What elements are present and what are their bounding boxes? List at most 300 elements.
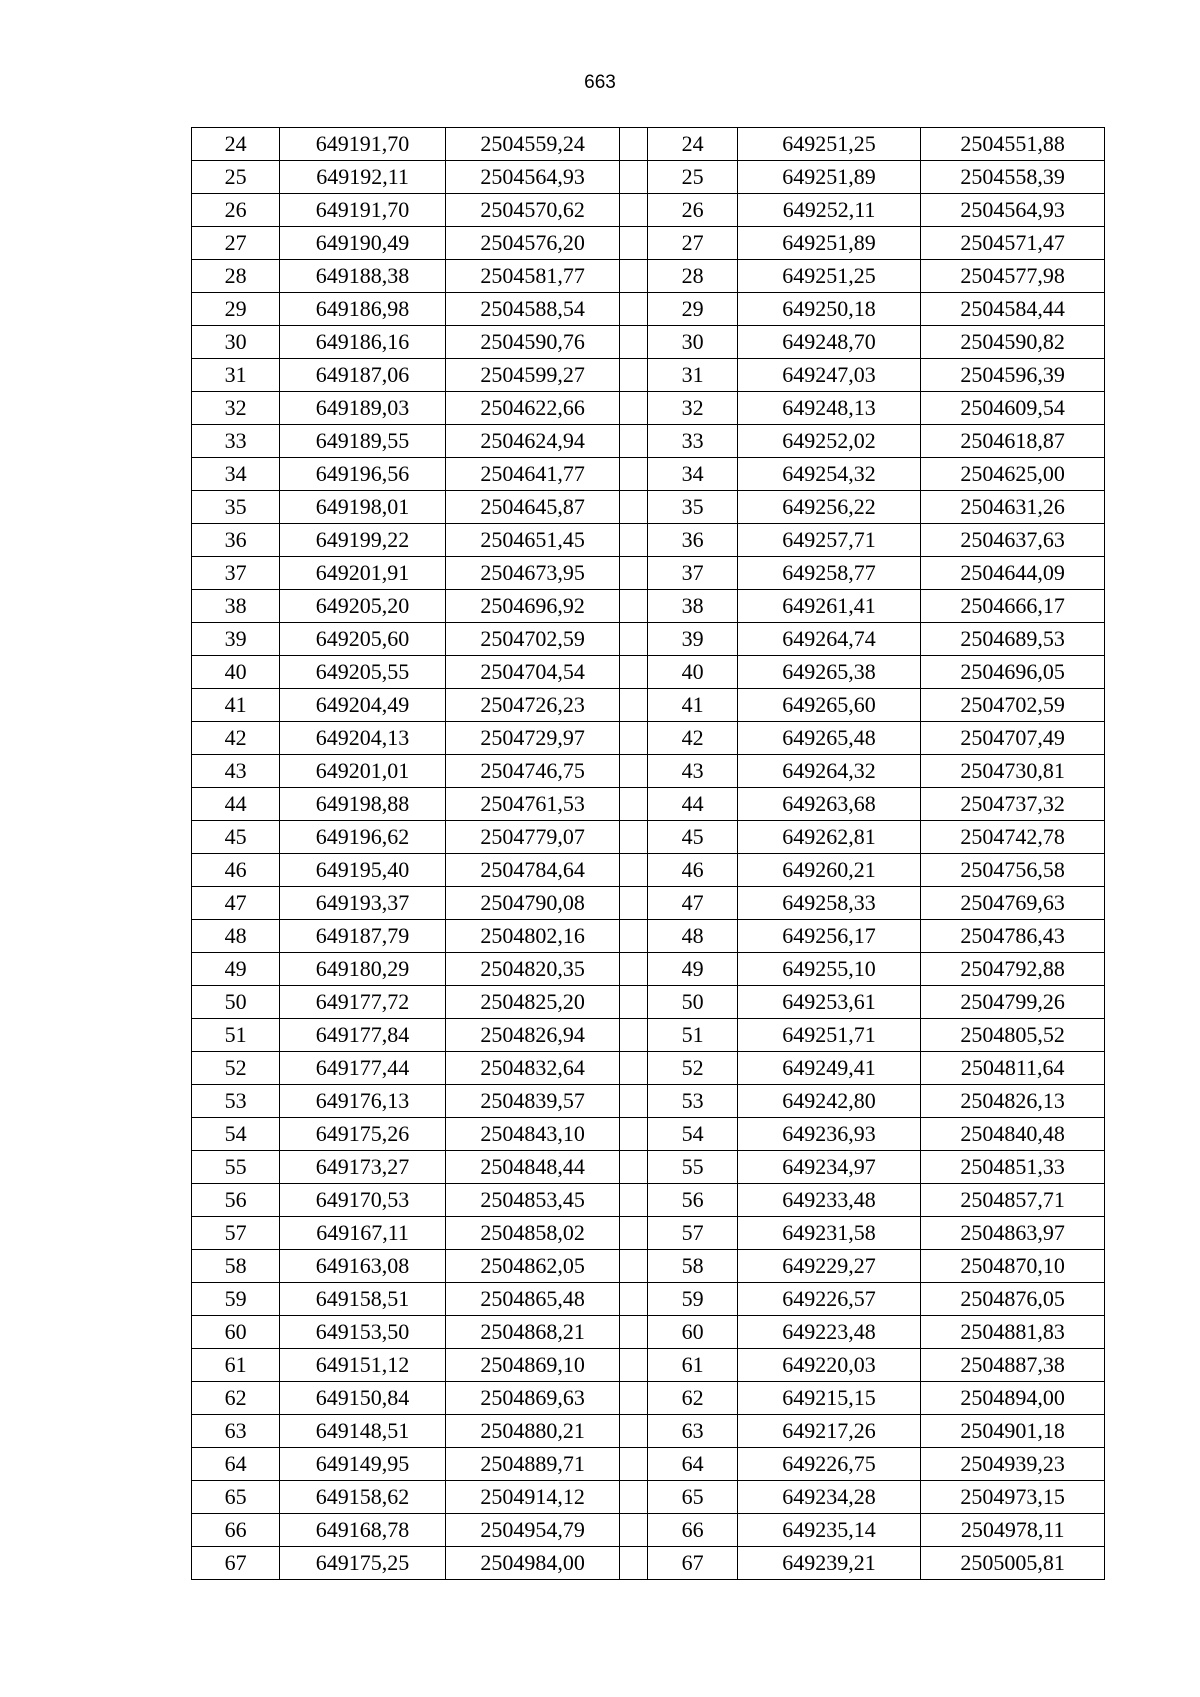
left-y-coordinate-cell: 2504825,20 [445,986,620,1019]
right-point-number-cell: 32 [648,392,737,425]
left-x-coordinate-cell: 649177,44 [280,1052,446,1085]
table-row [192,1052,1105,1085]
table-row [192,1316,1105,1349]
right-point-number-cell: 35 [648,491,737,524]
table-row [192,128,1105,161]
left-point-number-cell: 48 [192,920,280,953]
left-point-number-cell: 65 [192,1481,280,1514]
left-point-number-cell: 64 [192,1448,280,1481]
right-x-coordinate-cell: 649223,48 [737,1316,921,1349]
table-row [192,722,1105,755]
right-y-coordinate-cell: 2504558,39 [921,161,1105,194]
right-point-number-cell: 63 [648,1415,737,1448]
left-x-coordinate-cell: 649186,16 [280,326,446,359]
right-y-coordinate-cell: 2504551,88 [921,128,1105,161]
right-y-coordinate-cell: 2504978,11 [921,1514,1105,1547]
left-x-coordinate-cell: 649186,98 [280,293,446,326]
spacer-cell [620,326,648,359]
spacer-cell [620,722,648,755]
spacer-cell [620,854,648,887]
right-x-coordinate-cell: 649247,03 [737,359,921,392]
right-x-coordinate-cell: 649256,22 [737,491,921,524]
left-x-coordinate-cell: 649193,37 [280,887,446,920]
left-y-coordinate-cell: 2504843,10 [445,1118,620,1151]
left-point-number-cell: 31 [192,359,280,392]
left-point-number-cell: 57 [192,1217,280,1250]
table-row [192,359,1105,392]
spacer-cell [620,1118,648,1151]
left-y-coordinate-cell: 2504784,64 [445,854,620,887]
left-y-coordinate-cell: 2504954,79 [445,1514,620,1547]
right-y-coordinate-cell: 2504590,82 [921,326,1105,359]
left-point-number-cell: 44 [192,788,280,821]
left-x-coordinate-cell: 649196,56 [280,458,446,491]
left-point-number-cell: 56 [192,1184,280,1217]
left-x-coordinate-cell: 649158,62 [280,1481,446,1514]
table-row [192,161,1105,194]
table-row [192,491,1105,524]
right-x-coordinate-cell: 649234,97 [737,1151,921,1184]
right-point-number-cell: 52 [648,1052,737,1085]
left-point-number-cell: 53 [192,1085,280,1118]
left-x-coordinate-cell: 649191,70 [280,128,446,161]
table-row [192,1448,1105,1481]
right-x-coordinate-cell: 649235,14 [737,1514,921,1547]
right-point-number-cell: 40 [648,656,737,689]
spacer-cell [620,425,648,458]
right-y-coordinate-cell: 2504826,13 [921,1085,1105,1118]
right-point-number-cell: 49 [648,953,737,986]
left-point-number-cell: 51 [192,1019,280,1052]
left-y-coordinate-cell: 2504865,48 [445,1283,620,1316]
right-x-coordinate-cell: 649257,71 [737,524,921,557]
right-y-coordinate-cell: 2504811,64 [921,1052,1105,1085]
right-y-coordinate-cell: 2504870,10 [921,1250,1105,1283]
right-x-coordinate-cell: 649233,48 [737,1184,921,1217]
left-y-coordinate-cell: 2504622,66 [445,392,620,425]
left-x-coordinate-cell: 649196,62 [280,821,446,854]
right-point-number-cell: 41 [648,689,737,722]
left-x-coordinate-cell: 649192,11 [280,161,446,194]
right-y-coordinate-cell: 2504840,48 [921,1118,1105,1151]
right-x-coordinate-cell: 649256,17 [737,920,921,953]
table-row [192,1151,1105,1184]
left-y-coordinate-cell: 2504779,07 [445,821,620,854]
spacer-cell [620,887,648,920]
right-point-number-cell: 26 [648,194,737,227]
left-x-coordinate-cell: 649198,01 [280,491,446,524]
right-x-coordinate-cell: 649260,21 [737,854,921,887]
left-y-coordinate-cell: 2504590,76 [445,326,620,359]
right-point-number-cell: 45 [648,821,737,854]
left-x-coordinate-cell: 649205,60 [280,623,446,656]
left-x-coordinate-cell: 649201,01 [280,755,446,788]
left-x-coordinate-cell: 649149,95 [280,1448,446,1481]
right-point-number-cell: 44 [648,788,737,821]
right-y-coordinate-cell: 2504756,58 [921,854,1105,887]
spacer-cell [620,755,648,788]
right-point-number-cell: 57 [648,1217,737,1250]
spacer-cell [620,689,648,722]
right-x-coordinate-cell: 649236,93 [737,1118,921,1151]
spacer-cell [620,821,648,854]
table-row [192,1547,1105,1580]
table-row [192,260,1105,293]
left-point-number-cell: 32 [192,392,280,425]
spacer-cell [620,1316,648,1349]
spacer-cell [620,1217,648,1250]
left-x-coordinate-cell: 649173,27 [280,1151,446,1184]
right-x-coordinate-cell: 649229,27 [737,1250,921,1283]
left-x-coordinate-cell: 649175,26 [280,1118,446,1151]
right-y-coordinate-cell: 2504596,39 [921,359,1105,392]
spacer-cell [620,1151,648,1184]
table-row [192,854,1105,887]
left-point-number-cell: 24 [192,128,280,161]
left-point-number-cell: 63 [192,1415,280,1448]
left-point-number-cell: 46 [192,854,280,887]
left-point-number-cell: 60 [192,1316,280,1349]
right-point-number-cell: 50 [648,986,737,1019]
right-x-coordinate-cell: 649234,28 [737,1481,921,1514]
right-y-coordinate-cell: 2504564,93 [921,194,1105,227]
left-y-coordinate-cell: 2504576,20 [445,227,620,260]
left-y-coordinate-cell: 2504869,10 [445,1349,620,1382]
right-point-number-cell: 28 [648,260,737,293]
table-row [192,1250,1105,1283]
left-point-number-cell: 41 [192,689,280,722]
left-y-coordinate-cell: 2504564,93 [445,161,620,194]
left-point-number-cell: 55 [192,1151,280,1184]
table-row [192,425,1105,458]
right-x-coordinate-cell: 649252,11 [737,194,921,227]
right-y-coordinate-cell: 2504769,63 [921,887,1105,920]
left-x-coordinate-cell: 649191,70 [280,194,446,227]
left-y-coordinate-cell: 2504858,02 [445,1217,620,1250]
left-y-coordinate-cell: 2504839,57 [445,1085,620,1118]
left-point-number-cell: 62 [192,1382,280,1415]
right-y-coordinate-cell: 2504625,00 [921,458,1105,491]
spacer-cell [620,1052,648,1085]
right-x-coordinate-cell: 649265,38 [737,656,921,689]
left-point-number-cell: 50 [192,986,280,1019]
left-x-coordinate-cell: 649177,84 [280,1019,446,1052]
right-point-number-cell: 34 [648,458,737,491]
left-point-number-cell: 59 [192,1283,280,1316]
left-point-number-cell: 43 [192,755,280,788]
left-x-coordinate-cell: 649189,55 [280,425,446,458]
left-y-coordinate-cell: 2504581,77 [445,260,620,293]
table-row [192,689,1105,722]
left-point-number-cell: 40 [192,656,280,689]
left-x-coordinate-cell: 649150,84 [280,1382,446,1415]
right-x-coordinate-cell: 649226,75 [737,1448,921,1481]
right-y-coordinate-cell: 2504805,52 [921,1019,1105,1052]
left-x-coordinate-cell: 649153,50 [280,1316,446,1349]
spacer-cell [620,392,648,425]
right-x-coordinate-cell: 649217,26 [737,1415,921,1448]
right-point-number-cell: 64 [648,1448,737,1481]
left-x-coordinate-cell: 649205,55 [280,656,446,689]
table-row [192,1019,1105,1052]
left-y-coordinate-cell: 2504588,54 [445,293,620,326]
left-x-coordinate-cell: 649204,13 [280,722,446,755]
left-y-coordinate-cell: 2504570,62 [445,194,620,227]
left-y-coordinate-cell: 2504848,44 [445,1151,620,1184]
spacer-cell [620,293,648,326]
right-y-coordinate-cell: 2504631,26 [921,491,1105,524]
left-point-number-cell: 36 [192,524,280,557]
table-row [192,1184,1105,1217]
page-number: 663 [584,72,616,93]
right-x-coordinate-cell: 649264,32 [737,755,921,788]
spacer-cell [620,1547,648,1580]
spacer-cell [620,1349,648,1382]
right-x-coordinate-cell: 649220,03 [737,1349,921,1382]
left-y-coordinate-cell: 2504559,24 [445,128,620,161]
left-x-coordinate-cell: 649187,79 [280,920,446,953]
spacer-cell [620,1415,648,1448]
right-point-number-cell: 55 [648,1151,737,1184]
right-point-number-cell: 31 [648,359,737,392]
right-y-coordinate-cell: 2504799,26 [921,986,1105,1019]
left-x-coordinate-cell: 649168,78 [280,1514,446,1547]
table-row [192,623,1105,656]
right-y-coordinate-cell: 2504894,00 [921,1382,1105,1415]
left-x-coordinate-cell: 649195,40 [280,854,446,887]
right-y-coordinate-cell: 2504851,33 [921,1151,1105,1184]
table-row [192,1118,1105,1151]
table-row [192,788,1105,821]
right-x-coordinate-cell: 649250,18 [737,293,921,326]
left-point-number-cell: 45 [192,821,280,854]
table-row [192,557,1105,590]
right-x-coordinate-cell: 649265,48 [737,722,921,755]
right-x-coordinate-cell: 649251,89 [737,227,921,260]
right-point-number-cell: 46 [648,854,737,887]
left-y-coordinate-cell: 2504729,97 [445,722,620,755]
right-y-coordinate-cell: 2504939,23 [921,1448,1105,1481]
table-row [192,1514,1105,1547]
left-point-number-cell: 47 [192,887,280,920]
left-point-number-cell: 33 [192,425,280,458]
left-y-coordinate-cell: 2504704,54 [445,656,620,689]
left-y-coordinate-cell: 2504832,64 [445,1052,620,1085]
table-row [192,1217,1105,1250]
right-point-number-cell: 60 [648,1316,737,1349]
table-row [192,887,1105,920]
left-point-number-cell: 28 [192,260,280,293]
right-point-number-cell: 27 [648,227,737,260]
spacer-cell [620,920,648,953]
right-point-number-cell: 24 [648,128,737,161]
right-point-number-cell: 37 [648,557,737,590]
spacer-cell [620,491,648,524]
left-x-coordinate-cell: 649180,29 [280,953,446,986]
spacer-cell [620,227,648,260]
left-y-coordinate-cell: 2504790,08 [445,887,620,920]
spacer-cell [620,557,648,590]
left-x-coordinate-cell: 649158,51 [280,1283,446,1316]
left-x-coordinate-cell: 649148,51 [280,1415,446,1448]
right-y-coordinate-cell: 2504689,53 [921,623,1105,656]
right-y-coordinate-cell: 2504786,43 [921,920,1105,953]
right-y-coordinate-cell: 2504696,05 [921,656,1105,689]
table-row [192,590,1105,623]
left-x-coordinate-cell: 649175,25 [280,1547,446,1580]
right-y-coordinate-cell: 2504863,97 [921,1217,1105,1250]
right-x-coordinate-cell: 649251,25 [737,260,921,293]
table-row [192,986,1105,1019]
left-x-coordinate-cell: 649163,08 [280,1250,446,1283]
right-x-coordinate-cell: 649253,61 [737,986,921,1019]
left-y-coordinate-cell: 2504645,87 [445,491,620,524]
spacer-cell [620,161,648,194]
right-x-coordinate-cell: 649265,60 [737,689,921,722]
right-y-coordinate-cell: 2504618,87 [921,425,1105,458]
table-row [192,458,1105,491]
spacer-cell [620,1250,648,1283]
table-row [192,227,1105,260]
spacer-cell [620,623,648,656]
right-x-coordinate-cell: 649252,02 [737,425,921,458]
left-point-number-cell: 67 [192,1547,280,1580]
right-x-coordinate-cell: 649226,57 [737,1283,921,1316]
right-point-number-cell: 61 [648,1349,737,1382]
left-point-number-cell: 42 [192,722,280,755]
right-x-coordinate-cell: 649258,77 [737,557,921,590]
left-y-coordinate-cell: 2504880,21 [445,1415,620,1448]
right-x-coordinate-cell: 649254,32 [737,458,921,491]
table-row [192,755,1105,788]
right-y-coordinate-cell: 2504584,44 [921,293,1105,326]
spacer-cell [620,128,648,161]
table-row [192,1349,1105,1382]
left-x-coordinate-cell: 649177,72 [280,986,446,1019]
left-y-coordinate-cell: 2504624,94 [445,425,620,458]
left-point-number-cell: 37 [192,557,280,590]
right-x-coordinate-cell: 649248,70 [737,326,921,359]
right-y-coordinate-cell: 2504702,59 [921,689,1105,722]
right-point-number-cell: 39 [648,623,737,656]
right-point-number-cell: 38 [648,590,737,623]
left-point-number-cell: 39 [192,623,280,656]
left-y-coordinate-cell: 2504702,59 [445,623,620,656]
spacer-cell [620,1184,648,1217]
right-y-coordinate-cell: 2504901,18 [921,1415,1105,1448]
table-row [192,1283,1105,1316]
left-y-coordinate-cell: 2504984,00 [445,1547,620,1580]
right-y-coordinate-cell: 2504876,05 [921,1283,1105,1316]
left-point-number-cell: 49 [192,953,280,986]
right-point-number-cell: 33 [648,425,737,458]
left-y-coordinate-cell: 2504826,94 [445,1019,620,1052]
left-y-coordinate-cell: 2504889,71 [445,1448,620,1481]
table-row [192,1085,1105,1118]
right-y-coordinate-cell: 2504707,49 [921,722,1105,755]
left-x-coordinate-cell: 649205,20 [280,590,446,623]
left-y-coordinate-cell: 2504802,16 [445,920,620,953]
coordinates-table [191,127,1105,1580]
right-x-coordinate-cell: 649258,33 [737,887,921,920]
left-y-coordinate-cell: 2504868,21 [445,1316,620,1349]
left-y-coordinate-cell: 2504696,92 [445,590,620,623]
right-x-coordinate-cell: 649264,74 [737,623,921,656]
table-row [192,1382,1105,1415]
right-x-coordinate-cell: 649262,81 [737,821,921,854]
left-x-coordinate-cell: 649190,49 [280,227,446,260]
left-point-number-cell: 66 [192,1514,280,1547]
left-x-coordinate-cell: 649204,49 [280,689,446,722]
right-point-number-cell: 42 [648,722,737,755]
table-row [192,953,1105,986]
table-row [192,293,1105,326]
right-y-coordinate-cell: 2504571,47 [921,227,1105,260]
spacer-cell [620,1481,648,1514]
spacer-cell [620,194,648,227]
left-x-coordinate-cell: 649199,22 [280,524,446,557]
left-y-coordinate-cell: 2504820,35 [445,953,620,986]
spacer-cell [620,1448,648,1481]
right-x-coordinate-cell: 649251,71 [737,1019,921,1052]
spacer-cell [620,1382,648,1415]
spacer-cell [620,1019,648,1052]
right-point-number-cell: 56 [648,1184,737,1217]
left-point-number-cell: 34 [192,458,280,491]
left-y-coordinate-cell: 2504853,45 [445,1184,620,1217]
left-point-number-cell: 61 [192,1349,280,1382]
right-x-coordinate-cell: 649251,25 [737,128,921,161]
table-row [192,524,1105,557]
left-point-number-cell: 25 [192,161,280,194]
right-y-coordinate-cell: 2504737,32 [921,788,1105,821]
spacer-cell [620,524,648,557]
right-y-coordinate-cell: 2504577,98 [921,260,1105,293]
left-x-coordinate-cell: 649170,53 [280,1184,446,1217]
spacer-cell [620,359,648,392]
right-point-number-cell: 36 [648,524,737,557]
right-x-coordinate-cell: 649231,58 [737,1217,921,1250]
right-point-number-cell: 58 [648,1250,737,1283]
table-row [192,821,1105,854]
table-row [192,920,1105,953]
table-row [192,1415,1105,1448]
left-y-coordinate-cell: 2504641,77 [445,458,620,491]
left-y-coordinate-cell: 2504869,63 [445,1382,620,1415]
left-point-number-cell: 38 [192,590,280,623]
right-x-coordinate-cell: 649251,89 [737,161,921,194]
table-row [192,392,1105,425]
left-y-coordinate-cell: 2504599,27 [445,359,620,392]
spacer-cell [620,458,648,491]
left-x-coordinate-cell: 649188,38 [280,260,446,293]
left-point-number-cell: 54 [192,1118,280,1151]
right-y-coordinate-cell: 2504857,71 [921,1184,1105,1217]
spacer-cell [620,656,648,689]
right-y-coordinate-cell: 2504666,17 [921,590,1105,623]
left-x-coordinate-cell: 649187,06 [280,359,446,392]
right-y-coordinate-cell: 2504609,54 [921,392,1105,425]
right-point-number-cell: 59 [648,1283,737,1316]
left-point-number-cell: 30 [192,326,280,359]
table-row [192,656,1105,689]
right-y-coordinate-cell: 2504637,63 [921,524,1105,557]
left-point-number-cell: 35 [192,491,280,524]
spacer-cell [620,1514,648,1547]
left-x-coordinate-cell: 649189,03 [280,392,446,425]
right-y-coordinate-cell: 2504730,81 [921,755,1105,788]
left-x-coordinate-cell: 649198,88 [280,788,446,821]
